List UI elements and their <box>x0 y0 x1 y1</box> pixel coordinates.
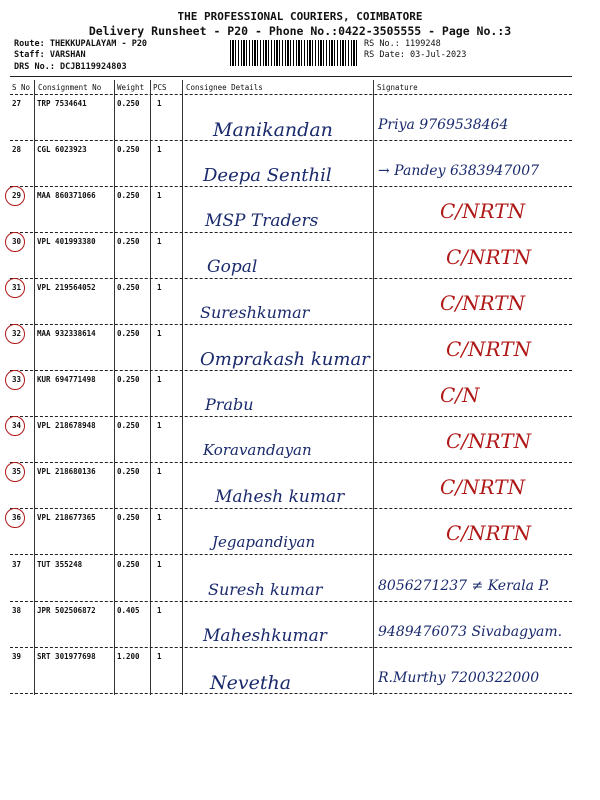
col-divider <box>150 80 151 695</box>
row-consignee-name: Deepa Senthil <box>203 165 332 186</box>
row-weight: 0.405 <box>117 606 140 615</box>
row-signature: → Pandey 6383947007 <box>378 163 540 179</box>
col-divider <box>34 80 35 695</box>
row-weight: 0.250 <box>117 145 140 154</box>
row-consignment-no: KUR 694771498 <box>37 375 96 384</box>
row-weight: 0.250 <box>117 99 140 108</box>
row-rule <box>10 647 572 648</box>
sno-circle-mark <box>5 186 25 206</box>
row-rule <box>10 370 572 371</box>
row-return-mark: C/NRTN <box>446 429 532 453</box>
header-rule-top <box>10 76 572 77</box>
row-return-mark: C/NRTN <box>446 521 532 545</box>
row-return-mark: C/NRTN <box>446 245 532 269</box>
row-consignment-no: VPL 218677365 <box>37 513 96 522</box>
row-weight: 0.250 <box>117 513 140 522</box>
row-consignee-name: Omprakash kumar <box>200 349 370 370</box>
sno-circle-mark <box>5 370 25 390</box>
col-divider <box>114 80 115 695</box>
row-pcs: 1 <box>157 652 162 661</box>
row-return-mark: C/NRTN <box>440 199 526 223</box>
row-return-mark: C/NRTN <box>446 337 532 361</box>
staff-label: Staff: VARSHAN <box>14 50 86 60</box>
row-consignee-name: Maheshkumar <box>203 626 327 646</box>
row-pcs: 1 <box>157 375 162 384</box>
row-consignee-name: Mahesh kumar <box>215 487 345 507</box>
row-consignee-name: Manikandan <box>213 119 333 141</box>
row-pcs: 1 <box>157 467 162 476</box>
sno-circle-mark <box>5 508 25 528</box>
runsheet-subtitle: Delivery Runsheet - P20 - Phone No.:0422-3505555 - Page No.:3 <box>88 24 512 38</box>
row-rule <box>10 554 572 555</box>
row-consignment-no: VPL 219564052 <box>37 283 96 292</box>
row-rule <box>10 324 572 325</box>
sno-circle-mark <box>5 416 25 436</box>
row-pcs: 1 <box>157 329 162 338</box>
col-divider <box>373 80 374 695</box>
row-consignee-name: Prabu <box>205 395 254 414</box>
row-sno: 33 <box>12 375 22 384</box>
row-pcs: 1 <box>157 99 162 108</box>
row-sno: 34 <box>12 421 22 430</box>
header-rule-bottom <box>10 94 572 95</box>
row-sno: 32 <box>12 329 22 338</box>
row-consignment-no: TUT 355248 <box>37 560 83 569</box>
row-weight: 0.250 <box>117 375 140 384</box>
drs-number: DRS No.: DCJB119924803 <box>14 62 127 72</box>
row-consignment-no: VPL 401993380 <box>37 237 96 246</box>
company-title: THE PROFESSIONAL COURIERS, COIMBATORE <box>177 10 423 23</box>
row-signature: Priya 9769538464 <box>378 117 509 133</box>
row-return-mark: C/N <box>440 383 480 407</box>
row-weight: 0.250 <box>117 467 140 476</box>
col-signature: Signature <box>377 83 418 92</box>
row-rule <box>10 186 572 187</box>
col-consignee: Consignee Details <box>186 83 263 92</box>
row-consignment-no: MAA 932338614 <box>37 329 96 338</box>
row-weight: 0.250 <box>117 237 140 246</box>
sno-circle-mark <box>5 232 25 252</box>
rs-number: RS No.: 1199248 <box>364 39 441 49</box>
row-weight: 0.250 <box>117 283 140 292</box>
row-weight: 1.200 <box>117 652 140 661</box>
row-consignee-name: Jegapandiyan <box>212 533 316 551</box>
row-consignment-no: CGL 6023923 <box>37 145 87 154</box>
row-sno: 37 <box>12 560 22 569</box>
row-consignment-no: SRT 301977698 <box>37 652 96 661</box>
row-consignment-no: TRP 7534641 <box>37 99 87 108</box>
row-rule <box>10 693 572 694</box>
row-consignment-no: VPL 218680136 <box>37 467 96 476</box>
row-pcs: 1 <box>157 191 162 200</box>
row-signature: 9489476073 Sivabagyam. <box>378 624 563 640</box>
row-pcs: 1 <box>157 513 162 522</box>
row-return-mark: C/NRTN <box>440 475 526 499</box>
row-sno: 27 <box>12 99 22 108</box>
row-rule <box>10 601 572 602</box>
row-consignee-name: Gopal <box>207 257 258 277</box>
col-weight: Weight <box>117 83 145 92</box>
col-consignment: Consignment No <box>38 83 102 92</box>
row-pcs: 1 <box>157 283 162 292</box>
row-consignee-name: MSP Traders <box>205 211 319 231</box>
col-divider <box>182 80 183 695</box>
row-rule <box>10 140 572 141</box>
row-weight: 0.250 <box>117 560 140 569</box>
row-consignment-no: JPR 502506872 <box>37 606 96 615</box>
row-pcs: 1 <box>157 145 162 154</box>
col-sno: S No <box>12 83 31 92</box>
row-sno: 28 <box>12 145 22 154</box>
row-rule <box>10 416 572 417</box>
row-return-mark: C/NRTN <box>440 291 526 315</box>
row-consignee-name: Nevetha <box>210 672 292 694</box>
row-weight: 0.250 <box>117 421 140 430</box>
sno-circle-mark <box>5 324 25 344</box>
row-sno: 39 <box>12 652 22 661</box>
row-consignee-name: Koravandayan <box>203 441 312 459</box>
row-sno: 30 <box>12 237 22 246</box>
row-signature: 8056271237 ≠ Kerala P. <box>378 578 550 594</box>
sno-circle-mark <box>5 462 25 482</box>
row-sno: 36 <box>12 513 22 522</box>
row-consignee-name: Sureshkumar <box>200 303 310 322</box>
row-rule <box>10 278 572 279</box>
row-sno: 31 <box>12 283 22 292</box>
route-label: Route: THEKKUPALAYAM - P20 <box>14 39 148 49</box>
row-consignment-no: VPL 218678948 <box>37 421 96 430</box>
row-sno: 35 <box>12 467 22 476</box>
row-consignment-no: MAA 860371066 <box>37 191 96 200</box>
row-pcs: 1 <box>157 606 162 615</box>
rs-date: RS Date: 03-Jul-2023 <box>364 50 467 60</box>
row-signature: R.Murthy 7200322000 <box>378 670 540 686</box>
row-pcs: 1 <box>157 421 162 430</box>
row-weight: 0.250 <box>117 191 140 200</box>
row-weight: 0.250 <box>117 329 140 338</box>
barcode <box>230 40 358 66</box>
row-pcs: 1 <box>157 237 162 246</box>
sno-circle-mark <box>5 278 25 298</box>
col-pcs: PCS <box>153 83 167 92</box>
row-sno: 38 <box>12 606 22 615</box>
row-pcs: 1 <box>157 560 162 569</box>
row-consignee-name: Suresh kumar <box>208 580 323 599</box>
row-sno: 29 <box>12 191 22 200</box>
row-rule <box>10 462 572 463</box>
row-rule <box>10 508 572 509</box>
row-rule <box>10 232 572 233</box>
